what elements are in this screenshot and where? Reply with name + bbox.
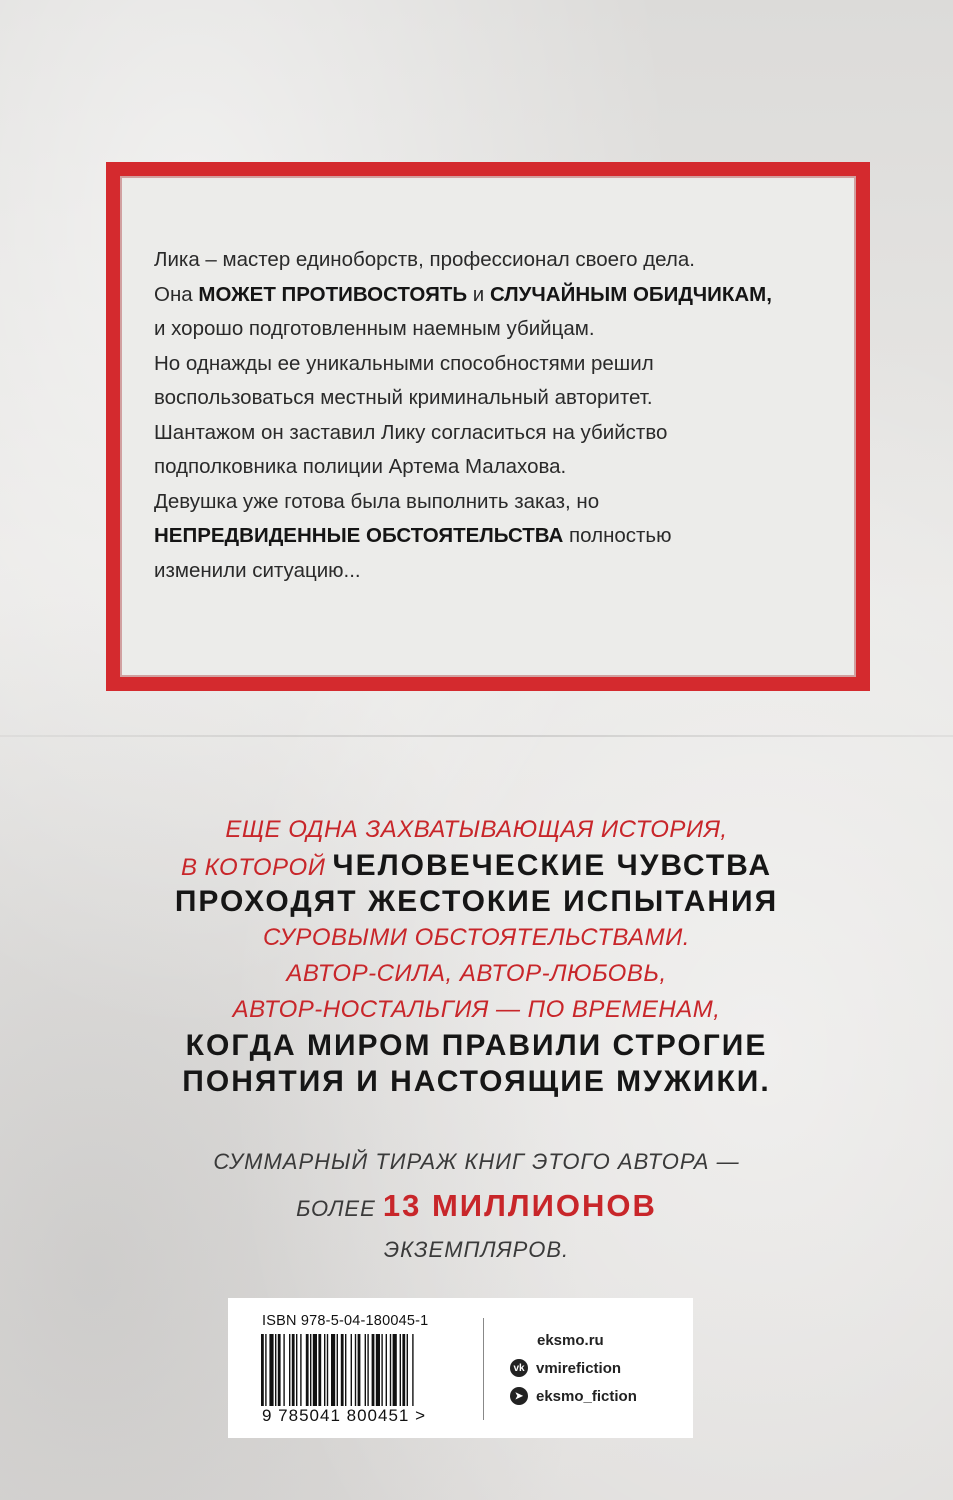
telegram-label: eksmo_fiction: [536, 1387, 637, 1405]
promo-line: АВТОР-СИЛА, АВТОР-ЛЮБОВЬ,: [286, 960, 667, 987]
barcode-bar: [269, 1334, 273, 1406]
barcode-bar: [400, 1334, 401, 1406]
barcode-bar: [296, 1334, 297, 1406]
vk-icon: vk: [510, 1359, 528, 1377]
barcode-panel: [228, 1298, 693, 1438]
circulation-fragment: БОЛЕЕ: [296, 1196, 383, 1221]
barcode-bar: [337, 1334, 338, 1406]
barcode-bar: [261, 1334, 264, 1406]
synopsis-line: подполковника полиции Артема Малахова.: [154, 455, 567, 478]
synopsis-emphasis: МОЖЕТ ПРОТИВОСТОЯТЬ: [198, 282, 468, 306]
barcode-bars: [261, 1334, 456, 1406]
barcode-bar: [412, 1334, 413, 1406]
barcode-bar: [327, 1334, 328, 1406]
synopsis-emphasis: СЛУЧАЙНЫМ ОБИДЧИКАМ,: [489, 282, 772, 306]
barcode-bar: [381, 1334, 382, 1406]
barcode-bar: [358, 1334, 361, 1406]
barcode-digits: 9 785041 800451 >: [262, 1406, 427, 1425]
panel-divider: [483, 1318, 484, 1420]
synopsis-line: [154, 519, 834, 554]
circulation-block: [0, 1140, 953, 1272]
promo-line: КОГДА МИРОМ ПРАВИЛИ СТРОГИЕ: [185, 1029, 768, 1062]
circulation-line: СУММАРНЫЙ ТИРАЖ КНИГ ЭТОГО АВТОРА —: [213, 1149, 740, 1174]
barcode-bar: [318, 1334, 321, 1406]
circulation-line: ЭКЗЕМПЛЯРОВ.: [383, 1237, 570, 1262]
promo-line: ПРОХОДЯТ ЖЕСТОКИЕ ИСПЫТАНИЯ: [174, 885, 779, 918]
barcode-bar: [278, 1334, 281, 1406]
barcode-bar: [355, 1334, 356, 1406]
promo-line: [0, 848, 953, 884]
barcode-bar: [341, 1334, 344, 1406]
barcode-bar: [275, 1334, 276, 1406]
promo-emphasis: ЧЕЛОВЕЧЕСКИЕ ЧУВСТВА: [332, 849, 772, 882]
barcode-bar: [376, 1334, 380, 1406]
synopsis-emphasis: НЕПРЕДВИДЕННЫЕ ОБСТОЯТЕЛЬСТВА: [154, 524, 564, 547]
barcode-bar: [351, 1334, 352, 1406]
synopsis-line: Шантажом он заставил Лику согласиться на убийство: [154, 420, 668, 444]
barcode-bar: [331, 1334, 335, 1406]
barcode-bar: [386, 1334, 387, 1406]
barcode-bar: [324, 1334, 325, 1406]
circulation-line: [0, 1184, 953, 1228]
synopsis-line: изменили ситуацию...: [154, 558, 361, 582]
synopsis-line: Лика – мастер единоборств, профессионал своего дела.: [154, 248, 695, 271]
barcode-bar: [306, 1334, 309, 1406]
synopsis-fragment: и: [467, 282, 490, 306]
synopsis-text: [154, 243, 834, 588]
promo-line: АВТОР-НОСТАЛЬГИЯ — ПО ВРЕМЕНАМ,: [232, 996, 721, 1023]
promo-fragment: В КОТОРОЙ: [181, 854, 333, 881]
telegram-icon: ➤: [510, 1387, 528, 1405]
vk-label: vmirefiction: [536, 1359, 622, 1377]
synopsis-line: Но однажды ее уникальными способностями решил: [154, 351, 654, 375]
synopsis-line: и хорошо подготовленным наемным убийцам.: [154, 317, 595, 340]
promo-line: СУРОВЫМИ ОБСТОЯТЕЛЬСТВАМИ.: [263, 924, 690, 951]
barcode-bar: [390, 1334, 391, 1406]
barcode-bar: [292, 1334, 295, 1406]
synopsis-line: Девушка уже готова была выполнить заказ, но: [154, 489, 600, 513]
synopsis-line: воспользоваться местный криминальный авторитет.: [154, 386, 653, 409]
circulation-emphasis: 13 МИЛЛИОНОВ: [382, 1188, 657, 1223]
barcode-bar: [367, 1334, 368, 1406]
barcode-bar: [300, 1334, 301, 1406]
barcode-bar: [407, 1334, 408, 1406]
barcode-bar: [345, 1334, 346, 1406]
synopsis-line: [154, 278, 834, 313]
vk-link[interactable]: [510, 1359, 621, 1377]
promo-line: ПОНЯТИЯ И НАСТОЯЩИЕ МУЖИКИ.: [182, 1065, 771, 1098]
barcode-bar: [310, 1334, 311, 1406]
synopsis-fragment: полностью: [563, 524, 672, 547]
barcode-bar: [289, 1334, 290, 1406]
barcode-bar: [393, 1334, 397, 1406]
barcode-bar: [283, 1334, 284, 1406]
barcode-bar: [372, 1334, 375, 1406]
synopsis-fragment: Она: [154, 282, 199, 306]
barcode-bar: [265, 1334, 266, 1406]
telegram-link[interactable]: [510, 1387, 637, 1405]
isbn-label: ISBN 978-5-04-180045-1: [262, 1313, 429, 1329]
barcode-bar: [365, 1334, 366, 1406]
promo-line: ЕЩЕ ОДНА ЗАХВАТЫВАЮЩАЯ ИСТОРИЯ,: [225, 816, 728, 843]
barcode-bar: [402, 1334, 405, 1406]
barcode-bar: [313, 1334, 317, 1406]
promo-block: [0, 812, 953, 1100]
paper-crease: [0, 735, 953, 737]
publisher-site[interactable]: eksmo.ru: [537, 1332, 604, 1349]
